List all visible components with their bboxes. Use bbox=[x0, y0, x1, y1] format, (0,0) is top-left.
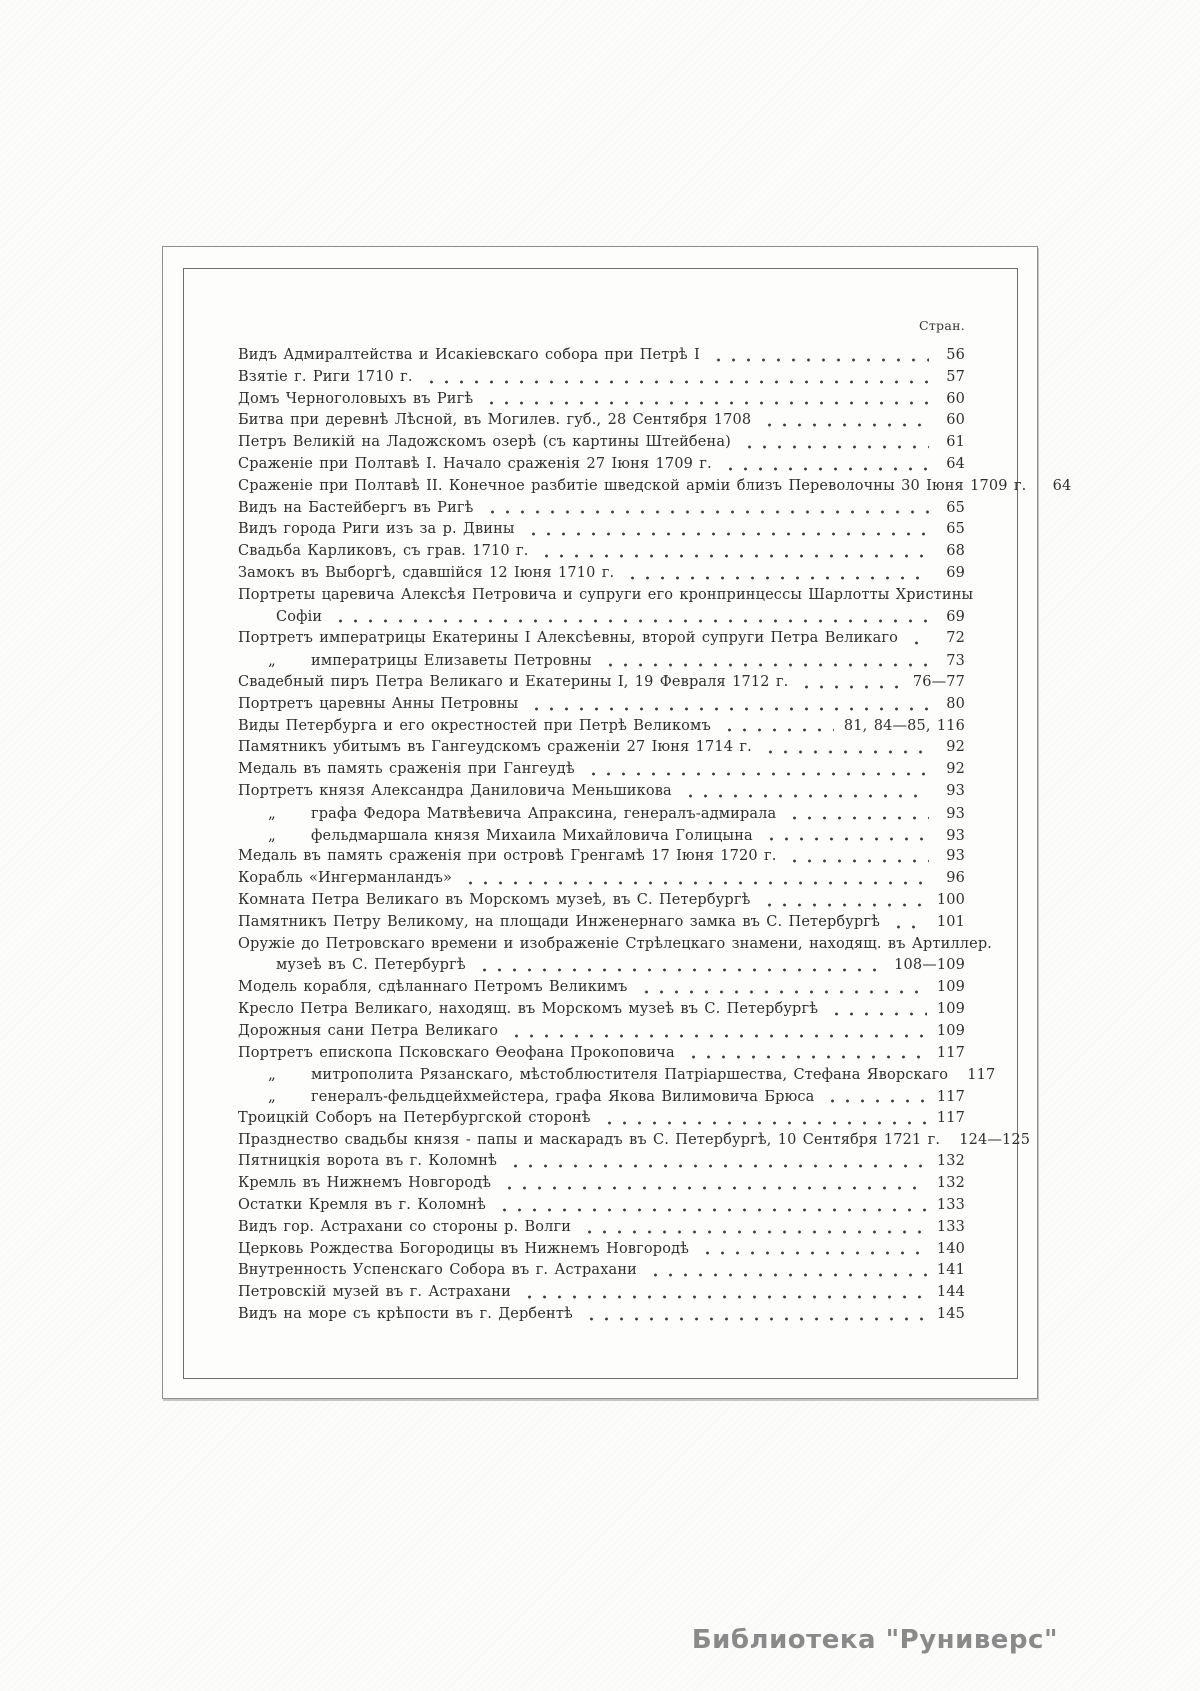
toc-row bbox=[238, 628, 965, 650]
dot-leader bbox=[482, 389, 929, 411]
illustrations-list bbox=[184, 269, 1072, 1326]
toc-row bbox=[238, 912, 965, 934]
dot-leader bbox=[520, 1282, 927, 1304]
dot-leader bbox=[698, 1239, 927, 1261]
dot-leader bbox=[623, 563, 929, 585]
entry-title: Медаль въ память сраженія при островѣ Гренгамѣ 17 Іюня 1720 г. bbox=[238, 848, 777, 865]
page-inner-frame bbox=[183, 268, 1072, 1379]
toc-row bbox=[238, 716, 965, 738]
entry-title: Сраженіе при Полтавѣ II. Конечное разбитіе шведской арміи близъ Переволочны 30 Іюня 1709 г. bbox=[238, 477, 1027, 494]
entry-title: Портретъ царевны Анны Петровны bbox=[238, 695, 519, 712]
toc-row bbox=[238, 803, 965, 825]
page-number: 100 bbox=[936, 891, 965, 908]
page-number: 60 bbox=[946, 390, 965, 407]
page-column-header: Стран. bbox=[918, 318, 965, 333]
toc-row bbox=[238, 585, 974, 607]
page-number: 65 bbox=[946, 521, 965, 538]
toc-row bbox=[238, 367, 965, 389]
dot-leader bbox=[709, 345, 929, 367]
dot-leader bbox=[584, 759, 929, 781]
page-number: 69 bbox=[946, 608, 965, 625]
entry-title: графа Федора Матвѣевича Апраксина, генералъ-адмирала bbox=[311, 805, 777, 822]
toc-row bbox=[238, 868, 965, 890]
entry-title: Дорожныя сани Петра Великаго bbox=[238, 1022, 499, 1039]
library-watermark: Библиотека "Руниверс" bbox=[691, 1625, 1058, 1655]
page-number: 68 bbox=[946, 543, 965, 560]
entry-title: Кресло Петра Великаго, находящ. въ Морскомъ музеѣ въ С. Петербургѣ bbox=[238, 1000, 819, 1017]
page-number: 93 bbox=[946, 848, 965, 865]
toc-row bbox=[238, 1217, 965, 1239]
entry-title: Кремль въ Нижнемъ Новгородѣ bbox=[238, 1175, 492, 1192]
entry-title: Виды Петербурга и его окрестностей при Петрѣ Великомъ bbox=[238, 717, 711, 734]
page-number: 109 bbox=[936, 979, 965, 996]
toc-row bbox=[238, 1064, 996, 1086]
page-number: 145 bbox=[936, 1306, 965, 1323]
page-number: 132 bbox=[936, 1153, 965, 1170]
dot-leader bbox=[760, 890, 927, 912]
entry-title: Видъ на Бастейбергъ въ Ригѣ bbox=[238, 499, 474, 516]
toc-row bbox=[238, 825, 965, 847]
toc-row bbox=[238, 563, 965, 585]
entry-title: Видъ гор. Астрахани со стороны р. Волги bbox=[238, 1218, 572, 1235]
toc-row bbox=[238, 890, 965, 912]
entry-title: Сраженіе при Полтавѣ I. Начало сраженія 27 Іюня 1709 г. bbox=[238, 455, 712, 472]
dot-leader bbox=[681, 781, 929, 803]
page-number: 144 bbox=[936, 1284, 965, 1301]
toc-row bbox=[238, 737, 965, 759]
entry-title: фельдмаршала князя Михаила Михайловича Голицына bbox=[311, 827, 753, 844]
dot-leader bbox=[600, 1108, 927, 1130]
toc-row bbox=[238, 345, 965, 367]
entry-title: Свадьба Карликовъ, съ грав. 1710 г. bbox=[238, 543, 529, 560]
toc-row bbox=[238, 1108, 965, 1130]
entry-title: Памятникъ Петру Великому, на площади Инженернаго замка въ С. Петербургѣ bbox=[238, 913, 881, 930]
toc-row bbox=[238, 1021, 965, 1043]
entry-title: Комната Петра Великаго въ Морскомъ музеѣ, въ С. Петербургѣ bbox=[238, 891, 751, 908]
toc-row bbox=[238, 672, 965, 694]
toc-row bbox=[238, 759, 965, 781]
toc-row bbox=[238, 1239, 965, 1261]
toc-list bbox=[238, 345, 1072, 1326]
page-number: 101 bbox=[936, 913, 965, 930]
dot-leader bbox=[580, 1217, 927, 1239]
page-number: 133 bbox=[936, 1218, 965, 1235]
ditto-mark: „ bbox=[268, 1065, 276, 1084]
toc-row bbox=[238, 476, 1072, 498]
dot-leader bbox=[506, 1151, 927, 1173]
entry-title: Корабль «Ингерманландъ» bbox=[238, 870, 453, 887]
dot-leader bbox=[785, 803, 929, 825]
entry-title: Церковь Рождества Богородицы въ Нижнемъ Новгородѣ bbox=[238, 1240, 690, 1257]
toc-row bbox=[238, 1304, 965, 1326]
dot-leader bbox=[537, 541, 929, 563]
toc-row bbox=[238, 955, 965, 977]
toc-row bbox=[238, 1260, 965, 1282]
entry-title: Петръ Великій на Ладожскомъ озерѣ (съ картины Штейбена) bbox=[238, 434, 731, 451]
page-number: 124—125 bbox=[959, 1131, 1031, 1148]
entry-title: генералъ-фельдцейхмейстера, графа Якова Вилимовича Брюса bbox=[311, 1089, 815, 1106]
dot-leader bbox=[761, 737, 929, 759]
book-page bbox=[162, 246, 1072, 1399]
page-number: 73 bbox=[946, 653, 965, 670]
toc-row bbox=[238, 650, 965, 672]
dot-leader bbox=[524, 519, 929, 541]
dot-leader bbox=[637, 977, 927, 999]
page-number: 132 bbox=[936, 1175, 965, 1192]
toc-row bbox=[238, 389, 965, 411]
entry-title: Софіи bbox=[276, 608, 323, 625]
toc-row bbox=[238, 1086, 965, 1108]
entry-title: Портретъ епископа Псковскаго Ѳеофана Прокоповича bbox=[238, 1044, 675, 1061]
dot-leader bbox=[646, 1260, 927, 1282]
dot-leader bbox=[721, 454, 929, 476]
page-number: 72 bbox=[946, 630, 965, 647]
entry-title: Петровскій музей въ г. Астрахани bbox=[238, 1284, 511, 1301]
entry-title: императрицы Елизаветы Петровны bbox=[311, 653, 592, 670]
page-number: 69 bbox=[946, 564, 965, 581]
toc-row bbox=[238, 607, 965, 629]
page-number: 92 bbox=[946, 739, 965, 756]
entry-title: Памятникъ убитымъ въ Гангеудскомъ сраженіи 27 Іюня 1714 г. bbox=[238, 739, 752, 756]
entry-title: Свадебный пиръ Петра Великаго и Екатерины I, 19 Февраля 1712 г. bbox=[238, 673, 789, 690]
entry-title: Пятницкія ворота въ г. Коломнѣ bbox=[238, 1153, 497, 1170]
page-number: 117 bbox=[936, 1089, 965, 1106]
ditto-mark: „ bbox=[268, 803, 276, 822]
toc-row bbox=[238, 1195, 965, 1217]
entry-title: Видъ Адмиралтейства и Исакіевскаго собора при Петрѣ I bbox=[238, 347, 700, 363]
page-number: 140 bbox=[936, 1240, 965, 1257]
dot-leader bbox=[507, 1021, 927, 1043]
entry-title: Портретъ князя Александра Даниловича Меньшикова bbox=[238, 782, 672, 799]
toc-row bbox=[238, 498, 965, 520]
entry-title: Троицкій Соборъ на Петербургской сторонѣ bbox=[238, 1109, 591, 1126]
entry-title: Портреты царевича Алексѣя Петровича и супруги его кронпринцессы Шарлотты Христины bbox=[238, 586, 974, 603]
page-number: 133 bbox=[936, 1197, 965, 1214]
page-number: 93 bbox=[946, 782, 965, 799]
entry-title: Модель корабля, сдѣланнаго Петромъ Великимъ bbox=[238, 979, 628, 996]
page-number: 80 bbox=[946, 695, 965, 712]
page-number: 65 bbox=[946, 499, 965, 516]
toc-row bbox=[238, 781, 965, 803]
toc-row bbox=[238, 846, 965, 868]
dot-leader bbox=[475, 955, 884, 977]
entry-title: Домъ Черноголовыхъ въ Ригѣ bbox=[238, 390, 474, 407]
page-number: 81, 84—85, 116 bbox=[843, 717, 965, 734]
dot-leader bbox=[601, 650, 929, 672]
dot-leader bbox=[461, 868, 929, 890]
page-number: 141 bbox=[936, 1262, 965, 1279]
page-number: 92 bbox=[946, 761, 965, 778]
dot-leader bbox=[422, 367, 929, 389]
toc-row bbox=[238, 977, 965, 999]
page-number: 76—77 bbox=[912, 673, 965, 690]
page-number: 109 bbox=[936, 1022, 965, 1039]
dot-leader bbox=[740, 432, 929, 454]
page-number: 117 bbox=[936, 1044, 965, 1061]
entry-title: Замокъ въ Выборгѣ, сдавшійся 12 Іюня 1710 г. bbox=[238, 564, 615, 581]
dot-leader bbox=[797, 672, 902, 694]
dot-leader bbox=[331, 607, 929, 629]
toc-row bbox=[238, 1173, 965, 1195]
toc-row bbox=[238, 934, 993, 956]
page-number: 109 bbox=[936, 1000, 965, 1017]
entry-title: Празднество свадьбы князя - папы и маскарадъ въ С. Петербургѣ, 10 Сентября 1721 г. bbox=[238, 1131, 941, 1148]
dot-leader bbox=[720, 716, 834, 738]
page-number: 61 bbox=[946, 434, 965, 451]
dot-leader bbox=[760, 410, 929, 432]
toc-row bbox=[238, 454, 965, 476]
page-number: 117 bbox=[967, 1067, 996, 1084]
page-number: 93 bbox=[946, 827, 965, 844]
dot-leader bbox=[907, 628, 929, 650]
ditto-mark: „ bbox=[268, 825, 276, 844]
toc-row bbox=[238, 694, 965, 716]
dot-leader bbox=[785, 846, 929, 868]
toc-row bbox=[238, 519, 965, 541]
entry-title: Видъ города Риги изъ за р. Двины bbox=[238, 521, 515, 538]
page-number: 96 bbox=[946, 870, 965, 887]
toc-row bbox=[238, 999, 965, 1021]
toc-row bbox=[238, 1130, 1031, 1152]
page-number: 64 bbox=[1052, 477, 1072, 494]
entry-title: Оружіе до Петровскаго времени и изображеніе Стрѣлецкаго знамени, находящ. въ Артиллер. bbox=[238, 935, 993, 952]
toc-row bbox=[238, 1151, 965, 1173]
dot-leader bbox=[889, 912, 927, 934]
toc-row bbox=[238, 432, 965, 454]
entry-title: Внутренность Успенскаго Собора въ г. Астрахани bbox=[238, 1262, 637, 1279]
entry-title: Битва при деревнѣ Лѣсной, въ Могилев. губ., 28 Сентября 1708 bbox=[238, 412, 752, 429]
toc-row bbox=[238, 1043, 965, 1065]
ditto-mark: „ bbox=[268, 1087, 276, 1106]
dot-leader bbox=[827, 999, 927, 1021]
dot-leader bbox=[823, 1086, 926, 1108]
page-number: 56 bbox=[946, 347, 965, 363]
dot-leader bbox=[527, 694, 929, 716]
entry-title: Видъ на море съ крѣпости въ г. Дербентѣ bbox=[238, 1306, 573, 1323]
page-number: 57 bbox=[946, 368, 965, 385]
page-number: 60 bbox=[946, 412, 965, 429]
page-number: 117 bbox=[936, 1109, 965, 1126]
dot-leader bbox=[495, 1195, 927, 1217]
entry-title: Портретъ императрицы Екатерины I Алексѣевны, второй супруги Петра Великаго bbox=[238, 630, 899, 647]
entry-title: музеѣ въ С. Петербургѣ bbox=[276, 957, 466, 974]
entry-title: Медаль въ память сраженія при Гангеудѣ bbox=[238, 761, 575, 778]
page-number: 93 bbox=[946, 805, 965, 822]
dot-leader bbox=[684, 1043, 927, 1065]
entry-title: митрополита Рязанскаго, мѣстоблюстителя Патріаршества, Стефана Яворскаго bbox=[311, 1067, 949, 1084]
dot-leader bbox=[500, 1173, 927, 1195]
toc-row bbox=[238, 410, 965, 432]
page-number: 64 bbox=[946, 455, 965, 472]
dot-leader bbox=[483, 498, 929, 520]
dot-leader bbox=[582, 1304, 927, 1326]
toc-row bbox=[238, 541, 965, 563]
dot-leader bbox=[762, 825, 929, 847]
toc-row bbox=[238, 1282, 965, 1304]
entry-title: Остатки Кремля въ г. Коломнѣ bbox=[238, 1197, 486, 1214]
ditto-mark: „ bbox=[268, 651, 276, 670]
page-number: 108—109 bbox=[894, 957, 965, 974]
entry-title: Взятіе г. Риги 1710 г. bbox=[238, 368, 413, 385]
